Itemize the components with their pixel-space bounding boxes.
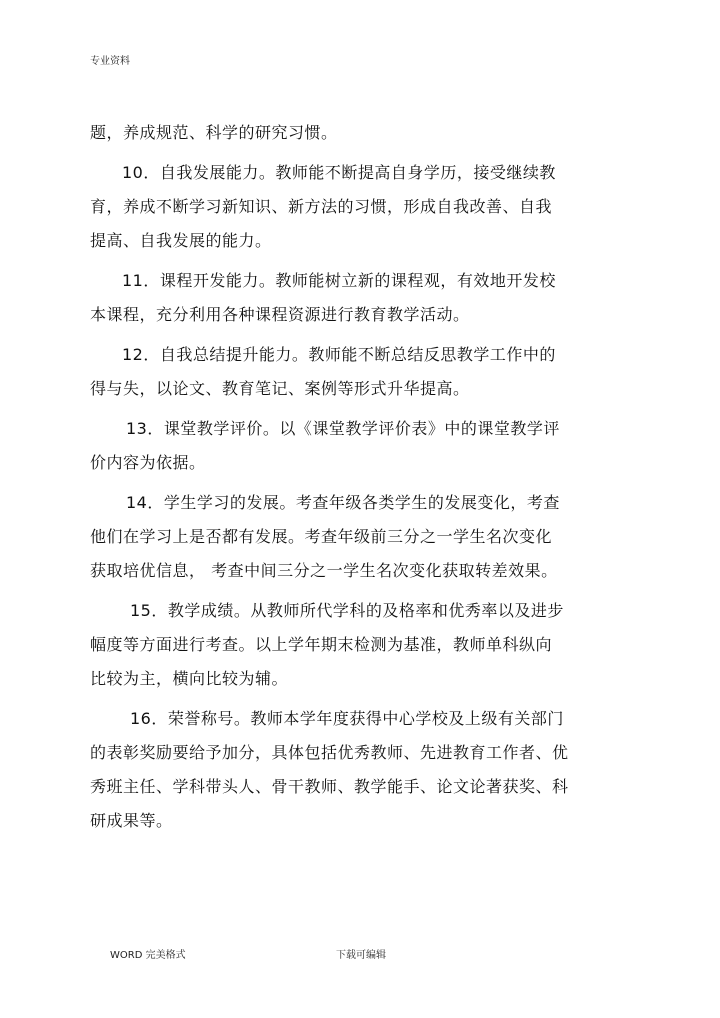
paragraph-line: 14．学生学习的发展。考查年级各类学生的发展变化，考查 <box>126 493 560 512</box>
paragraph-line: 13．课堂教学评价。以《课堂教学评价表》中的课堂教学评 <box>126 419 560 438</box>
document-body <box>90 116 590 840</box>
footer-edit-label: 下载可编辑 <box>336 950 386 961</box>
paragraph-item-13 <box>90 412 590 480</box>
paragraph-line: 的表彰奖励要给予加分，具体包括优秀教师、先进教育工作者、优 <box>90 743 569 762</box>
page-header: 专业资料 <box>90 56 130 67</box>
paragraph-line: 提高、自我发展的能力。 <box>90 231 272 250</box>
paragraph-item-10 <box>90 156 590 258</box>
paragraph-line: 16．荣誉称号。教师本学年度获得中心学校及上级有关部门 <box>130 709 564 728</box>
paragraph-line: 他们在学习上是否都有发展。考查年级前三分之一学生名次变化 <box>90 527 553 546</box>
paragraph-line: 本课程，充分利用各种课程资源进行教育教学活动。 <box>90 305 470 324</box>
paragraph-line: 11．课程开发能力。教师能树立新的课程观，有效地开发校 <box>122 271 556 290</box>
paragraph-line: 研成果等。 <box>90 811 173 830</box>
paragraph-item-15 <box>90 594 590 696</box>
paragraph-line: 育，养成不断学习新知识、新方法的习惯，形成自我改善、自我 <box>90 197 553 216</box>
paragraph-line: 获取培优信息， 考查中间三分之一学生名次变化获取转差效果。 <box>90 561 558 580</box>
paragraph-item-16 <box>90 702 590 838</box>
paragraph-line: 比较为主，横向比较为辅。 <box>90 669 289 688</box>
paragraph-line: 题，养成规范、科学的研究习惯。 <box>90 123 338 142</box>
paragraph-line: 10．自我发展能力。教师能不断提高自身学历，接受继续教 <box>122 163 556 182</box>
paragraph-item-14 <box>90 486 590 588</box>
paragraph-line: 秀班主任、学科带头人、骨干教师、教学能手、论文论著获奖、科 <box>90 777 569 796</box>
paragraph-line: 价内容为依据。 <box>90 453 206 472</box>
paragraph <box>90 116 590 150</box>
paragraph-item-12 <box>90 338 590 406</box>
paragraph-line: 得与失，以论文、教育笔记、案例等形式升华提高。 <box>90 379 470 398</box>
paragraph-line: 幅度等方面进行考查。以上学年期末检测为基准，教师单科纵向 <box>90 635 553 654</box>
paragraph-line: 15．教学成绩。从教师所代学科的及格率和优秀率以及进步 <box>130 601 564 620</box>
paragraph-line: 12．自我总结提升能力。教师能不断总结反思教学工作中的 <box>122 345 556 364</box>
footer-format-label: WORD 完美格式 <box>110 950 186 961</box>
paragraph-item-11 <box>90 264 590 332</box>
